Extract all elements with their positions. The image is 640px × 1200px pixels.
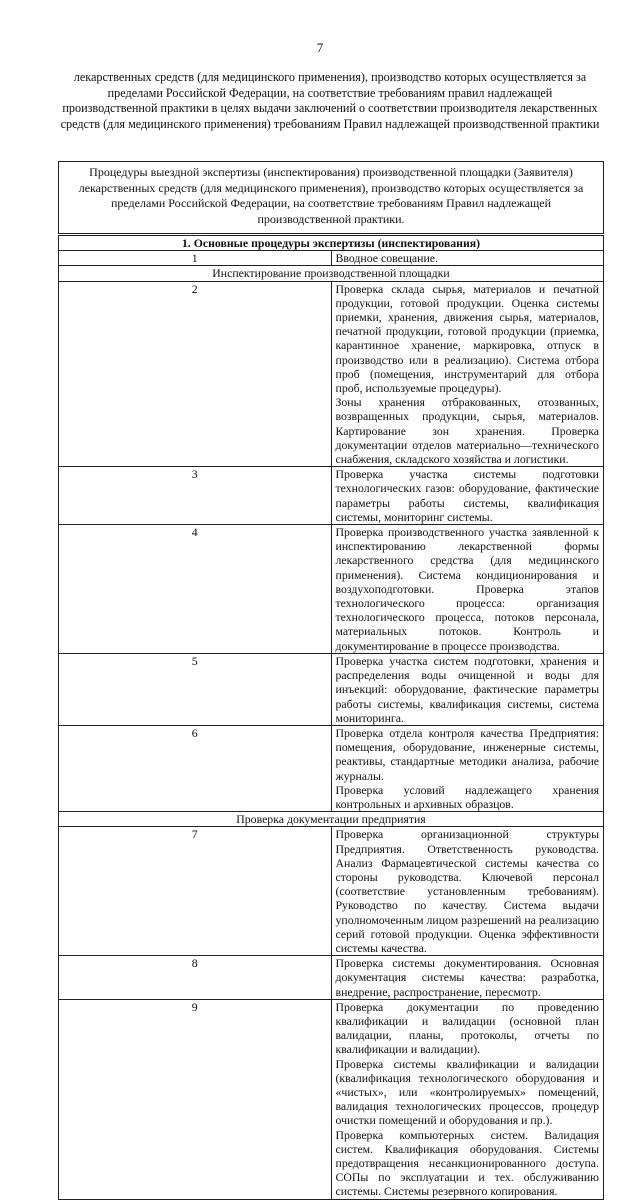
intro-text: лекарственных средств (для медицинского применения), производство которых осуществляется за пределами Российской Федерации, на соответствие требованиям правил надлежащей производственной практики в целях выдачи заключений о соответствии производителя лекарственных средств (для медицинского применения) требованиям Правил надлежащей производственной практики [60,70,600,131]
row-paragraph: Проверка организационной структуры Предприятия. Ответственность руководства. Анализ Фармацевтической системы качества со стороны руководства. Ключевой персонал (соответствие установленным требованиям). Руководство по качеству. Система выдачи уполномоченным лицом разрешений на реализацию серий готовой продукции. Оценка эффективности системы качества. [335,827,599,955]
row-number: 8 [59,956,332,1000]
row-number: 3 [59,467,332,525]
procedures-table [58,161,604,1200]
table-title: Процедуры выездной экспертизы (инспектирования) производственной площадки (Заявителя) лекарственных средств (для медицинского применения), производство которых осуществляется за пределами Российской Федерации, на соответствие требованиям Правил надлежащей производственной практики. [59,162,604,235]
row-text [331,999,604,1199]
row-paragraph: Проверка условий надлежащего хранения контрольных и архивных образцов. [335,782,599,811]
table-row [59,467,604,525]
row-text [331,725,604,811]
row-paragraph: Зоны хранения отбракованных, отозванных, возвращенных продукции, сырья, материалов. Картирование зон хранения. Проверка документации отделов материально—технического снабжения, складского хозяйства и логистики. [335,395,599,467]
section-heading: 1. Основные процедуры экспертизы (инспектирования) [59,235,604,251]
row-paragraph: Проверка отдела контроля качества Предприятия: помещения, оборудование, инженерные системы, реактивы, стандартные методики анализа, рабочие журналы. [335,725,599,783]
subheading-row [59,266,604,281]
row-text [331,827,604,956]
row-paragraph: Проверка документации по проведению квалификации и валидации (основной план валидации, планы, протоколы, отчеты по квалификации и валидации). [335,999,599,1057]
row-number: 5 [59,653,332,725]
row-text [331,525,604,654]
row-paragraph: Проверка производственного участка заявленной к инспектированию лекарственной формы лекарственного средства (для медицинского применения). Система кондиционирования и воздухоподготовки. Проверка этапов технологического процесса: организация технологического процесса, потоков персонала, материальных потоков. Контроль и документирование в процессе производства. [335,525,599,653]
row-paragraph: Проверка склада сырья, материалов и печатной продукции, готовой продукции. Оценка системы приемки, хранения, движения сырья, материалов, печатной продукции, готовой продукции (приемка, карантинное хранение, маркировка, отпуск в производство или в реализацию). Система отбора проб (помещения, инструментарий для отбора проб, используемые процедуры). [335,281,599,396]
section-heading-row [59,235,604,251]
row-paragraph: Проверка компьютерных систем. Валидация систем. Квалификация оборудования. Системы предотвращения несанкционированного доступа. СОПы по эксплуатации и тех. обслуживанию системы. Системы резервного копирования. [335,1127,599,1199]
row-paragraph: Вводное совещание. [335,251,438,266]
table-row [59,956,604,1000]
table-row [59,251,604,266]
page-number: 7 [316,40,324,55]
row-paragraph: Проверка участка системы подготовки технологических газов: оборудование, фактические параметры работы системы, квалификация системы, мониторинг системы. [335,467,599,524]
row-number: 6 [59,725,332,811]
row-number: 4 [59,525,332,654]
row-paragraph: Проверка системы квалификации и валидации (квалификация технологического оборудования и «чистых», или «контролируемых» помещений, валидация технологических процессов, процедур очистки помещений и оборудования и пр.). [335,1056,599,1128]
row-paragraph: Проверка участка систем подготовки, хранения и распределения воды очищенной и воды для инъекций: оборудование, фактические параметры работы системы, квалификация системы, система мониторинга. [335,653,599,725]
row-text [331,653,604,725]
row-text [331,467,604,525]
table-row [59,525,604,654]
table-row [59,281,604,467]
row-paragraph: Проверка системы документирования. Основная документация системы качества: разработка, внедрение, распространение, пересмотр. [335,956,599,999]
table-row [59,653,604,725]
row-number: 7 [59,827,332,956]
table-title-row [59,162,604,235]
row-text [331,251,604,266]
subheading-site-inspection: Инспектирование производственной площадки [59,266,604,281]
table-row [59,999,604,1199]
subheading-row [59,812,604,827]
row-number: 9 [59,999,332,1199]
row-number: 1 [59,251,332,266]
row-number: 2 [59,281,332,467]
table-row [59,827,604,956]
subheading-document-check: Проверка документации предприятия [59,812,604,827]
table-row [59,725,604,811]
row-text [331,956,604,1000]
row-text [331,281,604,467]
